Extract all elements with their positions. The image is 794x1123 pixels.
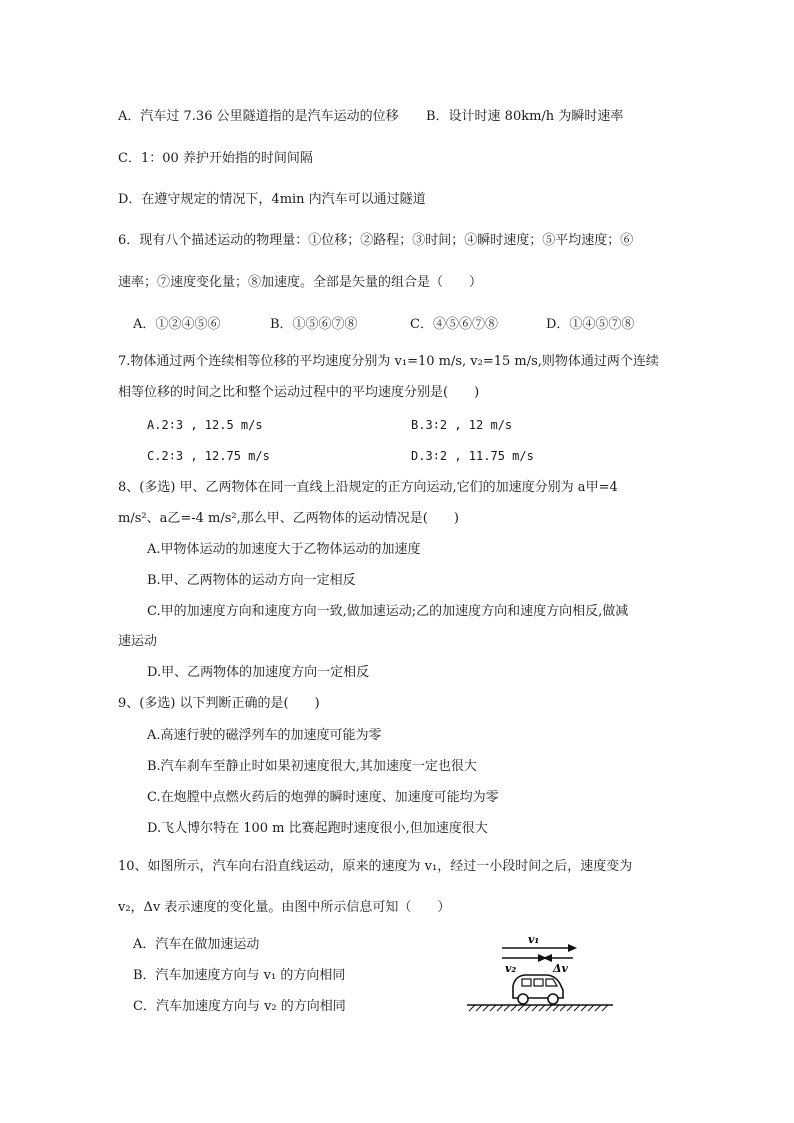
q7-stem-line2: 相等位移的时间之比和整个运动过程中的平均速度分别是( ) [118,385,480,400]
q6-option-a: A．①②④⑤⑥ [133,317,221,332]
q7-option-c: C.2∶3 , 12.75 m/s [147,449,270,463]
q7-option-d: D.3∶2 , 11.75 m/s [411,449,534,463]
velocity-diagram [465,930,615,1012]
q10-option-c: C．汽车加速度方向与 v₂ 的方向相同 [133,999,346,1014]
q6-stem-line2: 速率；⑦速度变化量；⑧加速度。全部是矢量的组合是（ ） [118,275,483,290]
q5-option-c: C．1：00 养护开始指的时间间隔 [118,151,313,166]
q9-option-c: C.在炮膛中点燃火药后的炮弹的瞬时速度、加速度可能均为零 [147,790,499,805]
car-wheel-front [548,994,558,1004]
q6-stem-line1: 6．现有八个描述运动的物理量：①位移；②路程；③时间；④瞬时速度；⑤平均速度；⑥ [118,233,634,248]
car-window-middle [534,979,543,986]
velocity-figure [465,930,615,1012]
q8-option-a: A.甲物体运动的加速度大于乙物体运动的加速度 [147,542,421,557]
q8-stem-line1: 8、(多选) 甲、乙两物体在同一直线上沿规定的正方向运动,它们的加速度分别为 a甲=4 [118,480,618,495]
q8-option-d: D.甲、乙两物体的加速度方向一定相反 [147,665,370,680]
q6-option-b: B．①⑤⑥⑦⑧ [270,317,358,332]
q9-option-a: A.高速行驶的磁浮列车的加速度可能为零 [147,728,382,743]
q6-option-d: D．①④⑤⑦⑧ [546,317,635,332]
q7-stem-line1: 7.物体通过两个连续相等位移的平均速度分别为 v₁=10 m/s, v₂=15 m/s,则物体通过两个连续 [118,354,659,369]
v2-label: v₂ [505,962,517,975]
q10-stem-line2: v₂，Δv 表示速度的变化量。由图中所示信息可知（ ） [118,900,451,915]
q5-option-b: B．设计时速 80km/h 为瞬时速率 [426,109,624,124]
car-wheel-rear [518,994,528,1004]
q10-option-a: A．汽车在做加速运动 [133,937,260,952]
q9-option-b: B.汽车刹车至静止时如果初速度很大,其加速度一定也很大 [147,759,477,774]
ground-hatching [469,1005,608,1011]
q8-option-c-continued: 速运动 [118,634,158,649]
car-window-rear [522,979,531,986]
q5-option-a: A．汽车过 7.36 公里隧道指的是汽车运动的位移 [118,109,399,124]
q10-stem-line1: 10、如图所示，汽车向右沿直线运动，原来的速度为 v₁，经过一小段时间之后，速度变为 [118,859,633,874]
q10-option-b: B．汽车加速度方向与 v₁ 的方向相同 [133,968,346,983]
delta-v-label: Δv [553,962,568,975]
q7-option-b: B.3∶2 , 12 m/s [411,418,513,432]
q8-option-b: B.甲、乙两物体的运动方向一定相反 [147,573,356,588]
v1-label: v₁ [528,933,540,946]
delta-v-arrowhead [543,954,552,962]
q6-option-c: C．④⑤⑥⑦⑧ [410,317,498,332]
q5-option-d: D．在遵守规定的情况下，4min 内汽车可以通过隧道 [118,192,426,207]
q8-option-c: C.甲的加速度方向和速度方向一致,做加速运动;乙的加速度方向和速度方向相反,做减 [147,604,629,619]
q9-option-d: D.飞人博尔特在 100 m 比赛起跑时速度很小,但加速度很大 [147,821,488,836]
q7-option-a: A.2∶3 , 12.5 m/s [147,418,263,432]
v1-arrowhead [568,944,577,952]
q8-stem-line2: m/s²、a乙=-4 m/s²,那么甲、乙两物体的运动情况是( ) [118,511,459,526]
q9-stem: 9、(多选) 以下判断正确的是( ) [118,696,320,711]
